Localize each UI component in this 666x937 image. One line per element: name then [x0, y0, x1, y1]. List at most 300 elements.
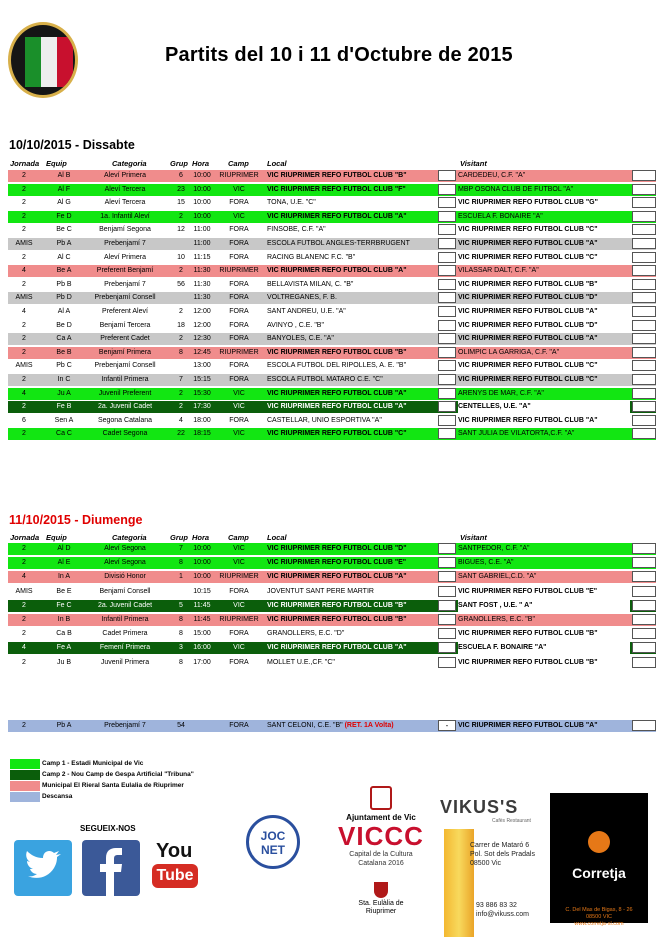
- cell-grup: [170, 238, 192, 250]
- col-jornada: Jornada: [10, 533, 40, 542]
- cell-categoria: Benjamí Primera: [98, 348, 152, 356]
- cell-hora: 16:00: [193, 644, 211, 652]
- cell-camp: FORA: [229, 321, 249, 329]
- cell-jornada: 2: [22, 335, 26, 343]
- result-box-away: [632, 184, 656, 195]
- result-box-away: [632, 265, 656, 276]
- cell-visitant: VIC RIUPRIMER REFO FUTBOL CLUB "A": [458, 306, 630, 318]
- table-row: [8, 265, 656, 277]
- cell-visitant: VIC RIUPRIMER REFO FUTBOL CLUB "A": [458, 238, 630, 250]
- cell-camp: VIC: [233, 389, 245, 397]
- cell-equip: Fe D: [56, 212, 72, 220]
- cell-visitant: VIC RIUPRIMER REFO FUTBOL CLUB "A": [458, 415, 630, 427]
- table-row: [8, 197, 656, 209]
- cell-local: VIC RIUPRIMER REFO FUTBOL CLUB "A": [267, 267, 407, 275]
- cell-categoria: Aleví Primera: [103, 172, 146, 179]
- result-box-away: [632, 224, 656, 235]
- cell-local: VOLTREGANES, F. B.: [267, 294, 337, 302]
- column-headers-sunday: [8, 533, 656, 543]
- column-headers-saturday: [8, 159, 656, 169]
- cell-camp: FORA: [229, 280, 249, 288]
- day-date: 10/10/2015: [9, 138, 72, 152]
- result-box-away: [632, 374, 656, 385]
- cell-camp: VIC: [233, 430, 245, 438]
- cell-local: MOLLET U.E.,CF. "C": [267, 658, 335, 666]
- cell-grup: 4: [179, 416, 183, 424]
- cell-local: TONA, U.E. "C": [267, 199, 316, 207]
- cell-hora: 10:00: [193, 172, 211, 179]
- viccc-logo-text: VICCC: [338, 821, 424, 851]
- vikus-contact: [476, 901, 529, 919]
- cell-visitant: MBP OSONA CLUB DE FUTBOL "A": [458, 184, 630, 196]
- cell-grup: [170, 586, 192, 598]
- cell-jornada: 4: [22, 389, 26, 397]
- col-grup: Grup: [170, 159, 188, 168]
- cell-grup: 54: [177, 722, 185, 729]
- day-heading-saturday: [9, 138, 135, 152]
- table-row: [8, 306, 656, 318]
- cell-camp: FORA: [229, 240, 249, 247]
- cell-visitant: VIC RIUPRIMER REFO FUTBOL CLUB "C": [458, 360, 630, 372]
- table-row: [8, 184, 656, 196]
- cell-camp: FORA: [229, 199, 249, 207]
- cell-grup: 8: [179, 658, 183, 666]
- cell-hora: 11:30: [193, 294, 211, 302]
- youtube-icon[interactable]: [148, 840, 202, 896]
- result-box-home: [438, 360, 456, 371]
- crest-icon: [374, 882, 388, 898]
- cell-hora: 15:30: [193, 389, 211, 397]
- result-box-away: [632, 170, 656, 181]
- result-box-home: [438, 543, 456, 554]
- col-jornada: Jornada: [10, 159, 40, 168]
- cell-categoria: Benjamí Segona: [99, 226, 151, 234]
- vikus-address: [470, 841, 535, 868]
- cell-local: ESCOLA FUTBOL MATARO C.E. "C": [267, 376, 383, 383]
- cell-visitant: VILASSAR DALT, C.F. "A": [458, 265, 630, 277]
- table-row: [8, 374, 656, 386]
- cell-hora: 11:15: [193, 253, 211, 261]
- cell-visitant: VIC RIUPRIMER REFO FUTBOL CLUB "G": [458, 197, 630, 209]
- col-camp: Camp: [228, 159, 249, 168]
- cell-jornada: 6: [22, 416, 26, 424]
- cell-jornada: 2: [22, 545, 26, 552]
- table-row: [8, 557, 656, 569]
- cell-jornada: 2: [22, 559, 26, 567]
- result-box-home: [438, 224, 456, 235]
- cell-visitant: CENTELLES, U.E. "A": [458, 401, 630, 413]
- club-logo: [8, 22, 78, 98]
- corretja-address-line: 08500 VIC: [586, 914, 612, 920]
- sta-eulalia-line1: Sta. Eulàlia de: [358, 900, 404, 907]
- cell-camp: FORA: [229, 294, 249, 302]
- cell-local: VIC RIUPRIMER REFO FUTBOL CLUB "C": [267, 430, 407, 438]
- cell-equip: In C: [57, 376, 71, 383]
- table-row: [8, 170, 656, 182]
- cell-camp: VIC: [233, 185, 245, 193]
- table-row: [8, 600, 656, 612]
- cell-categoria: 1a. Infantil Aleví: [100, 212, 150, 220]
- cell-visitant: VIC RIUPRIMER REFO FUTBOL CLUB "A": [458, 722, 598, 729]
- sta-eulalia-line2: Riuprimer: [365, 908, 397, 915]
- cell-categoria: 2a. Juvenil Cadet: [97, 601, 153, 609]
- cell-visitant: ESCUELA F. BONAIRE "A": [458, 642, 630, 654]
- cell-jornada: 2: [22, 185, 26, 193]
- cell-equip: Pb A: [56, 240, 72, 247]
- cell-hora: 11:00: [193, 226, 211, 234]
- day-heading-sunday: [9, 513, 142, 527]
- cell-local: BELLAVISTA MILAN, C. "B": [267, 280, 354, 288]
- cell-visitant: SANT FOST , U.E. " A": [458, 600, 630, 612]
- result-box-home: [438, 642, 456, 653]
- cell-hora: 17:00: [193, 658, 211, 666]
- table-row: [8, 415, 656, 427]
- cell-visitant: GRANOLLERS, E.C. "B": [458, 614, 630, 626]
- result-box-away: [632, 211, 656, 222]
- result-box-away: [632, 401, 656, 412]
- cell-camp: FORA: [229, 308, 249, 315]
- cell-grup: 1: [179, 573, 183, 581]
- col-local: Local: [267, 159, 287, 168]
- result-box-home: [438, 428, 456, 439]
- result-box-home: [438, 211, 456, 222]
- cell-hora: 12:45: [193, 348, 211, 356]
- legend-label: Descansa: [42, 793, 73, 800]
- cell-visitant: VIC RIUPRIMER REFO FUTBOL CLUB "D": [458, 320, 630, 332]
- cell-local: ESCOLA FUTBOL DEL RIPOLLES, A. E. "B": [267, 362, 407, 370]
- cell-visitant: SANT JULIA DE VILATORTA,C.F. "A": [458, 428, 630, 440]
- cell-visitant: VIC RIUPRIMER REFO FUTBOL CLUB "A": [458, 333, 630, 345]
- cell-jornada: AMIS: [15, 362, 33, 370]
- table-row: [8, 642, 656, 654]
- result-box-home: [438, 292, 456, 303]
- cell-local: VIC RIUPRIMER REFO FUTBOL CLUB "A": [267, 212, 407, 220]
- cell-grup: 56: [177, 280, 185, 288]
- cell-visitant: VIC RIUPRIMER REFO FUTBOL CLUB "D": [458, 292, 630, 304]
- cell-jornada: 2: [22, 376, 26, 383]
- cell-categoria: Prebenjamí Consell: [94, 294, 156, 302]
- result-box-away: [632, 320, 656, 331]
- vikus-phone: 93 886 83 32: [476, 902, 517, 909]
- cell-hora: 10:00: [193, 185, 211, 193]
- result-box-home: [438, 600, 456, 611]
- table-row: [8, 333, 656, 345]
- cell-camp: VIC: [233, 212, 245, 220]
- result-box-away: [632, 543, 656, 554]
- table-row: [8, 292, 656, 304]
- cell-jornada: 4: [22, 308, 26, 315]
- rest-row: [8, 720, 656, 732]
- jocnet-top: JOC: [260, 829, 286, 843]
- result-box-home: [438, 320, 456, 331]
- cell-categoria: Infantil Primera: [101, 376, 149, 383]
- jocnet-bottom: NET: [261, 843, 285, 857]
- result-box-home: [438, 374, 456, 385]
- col-categoria: Categoria: [112, 533, 147, 542]
- cell-grup: 7: [179, 545, 183, 552]
- table-row: [8, 252, 656, 264]
- cell-categoria: Cadet Segona: [102, 430, 148, 438]
- result-box-away: [632, 428, 656, 439]
- col-camp: Camp: [228, 533, 249, 542]
- cell-equip: Ca B: [56, 630, 72, 638]
- cell-equip: In A: [57, 573, 71, 581]
- cell-local: JOVENTUT SANT PERE MARTIR: [267, 587, 374, 595]
- cell-hora: 15:15: [193, 376, 211, 383]
- cell-jornada: 2: [22, 348, 26, 356]
- col-categoria: Categoria: [112, 159, 147, 168]
- result-box-away: [632, 347, 656, 358]
- col-hora: Hora: [192, 533, 210, 542]
- cell-hora: 11:45: [193, 616, 211, 623]
- page-title: Partits del 10 i 11 d'Octubre de 2015: [165, 44, 513, 66]
- day-name: Dissabte: [82, 138, 135, 152]
- cell-equip: Al C: [57, 253, 71, 261]
- cell-hora: 10:00: [193, 212, 211, 220]
- cell-local: RACING BLANENC F.C. "B": [267, 253, 356, 261]
- cell-categoria: Divisió Honor: [104, 573, 146, 581]
- cell-visitant: VIC RIUPRIMER REFO FUTBOL CLUB "B": [458, 279, 630, 291]
- cell-grup: 8: [179, 630, 183, 638]
- col-grup: Grup: [170, 533, 188, 542]
- cell-hora: 11:30: [193, 280, 211, 288]
- cell-equip: Be E: [56, 587, 72, 595]
- cell-equip: Pb B: [56, 280, 72, 288]
- corretja-logo-icon: [588, 831, 610, 853]
- cell-equip: Pb D: [56, 294, 72, 302]
- cell-visitant: VIC RIUPRIMER REFO FUTBOL CLUB "E": [458, 586, 630, 598]
- cell-jornada: 2: [22, 722, 26, 729]
- cell-camp: FORA: [229, 362, 249, 370]
- cell-camp: VIC: [233, 559, 245, 567]
- result-box-away: [632, 642, 656, 653]
- cell-equip: Pb C: [56, 362, 72, 370]
- cell-equip: In B: [57, 616, 71, 623]
- cell-grup: 2: [179, 308, 183, 315]
- youtube-bottom-text: Tube: [152, 864, 198, 888]
- result-box-home: [438, 628, 456, 639]
- ajuntament-label: Ajuntament de Vic: [346, 813, 416, 822]
- cell-camp: VIC: [233, 403, 245, 411]
- day-separator: -: [75, 138, 80, 152]
- cell-camp: FORA: [229, 335, 249, 343]
- result-box-home: [438, 614, 456, 625]
- follow-us-label: SEGUEIX-NOS: [80, 824, 136, 833]
- result-box-home: [438, 657, 456, 668]
- cell-equip: Al D: [57, 545, 71, 552]
- cell-hora: 10:00: [193, 559, 211, 567]
- cell-camp: RIUPRIMER: [219, 573, 259, 581]
- result-box-away: [632, 628, 656, 639]
- corretja-web: www.corretja-sl.com: [574, 921, 624, 927]
- cell-grup: 8: [179, 348, 183, 356]
- result-box-home: [438, 306, 456, 317]
- result-box-home: [438, 279, 456, 290]
- cell-categoria: Prebenjamí 7: [104, 240, 146, 247]
- cell-jornada: 2: [22, 172, 26, 179]
- result-box-home: [438, 197, 456, 208]
- cell-jornada: 4: [22, 573, 26, 581]
- cell-hora: 13:00: [193, 362, 211, 370]
- cell-jornada: 2: [22, 321, 26, 329]
- cell-equip: Al A: [57, 308, 71, 315]
- table-row: [8, 657, 656, 669]
- cell-local: VIC RIUPRIMER REFO FUTBOL CLUB "B": [267, 172, 407, 179]
- result-box-away: [632, 614, 656, 625]
- jocnet-logo: [246, 815, 300, 869]
- cell-equip: Be C: [56, 226, 72, 234]
- vikus-address-line: 08500 Vic: [470, 860, 502, 867]
- cell-categoria: Benjamí Tercera: [99, 321, 151, 329]
- legend-swatch: [10, 792, 40, 802]
- cell-equip: Ju B: [56, 658, 71, 666]
- cell-grup: 8: [179, 616, 183, 623]
- result-box-away: [632, 279, 656, 290]
- cell-local: CASTELLAR, UNIO ESPORTIVA "A": [267, 416, 382, 424]
- cell-local: VIC RIUPRIMER REFO FUTBOL CLUB "A": [267, 403, 407, 411]
- result-box-home: [438, 401, 456, 412]
- result-box-away: [632, 557, 656, 568]
- cell-local: SANT ANDREU, U.E. "A": [267, 308, 346, 315]
- cell-grup: 8: [179, 559, 183, 567]
- cell-categoria: Preferent Benjamí: [96, 267, 154, 275]
- cell-local: VIC RIUPRIMER REFO FUTBOL CLUB "D": [267, 545, 407, 552]
- cell-grup: 5: [179, 601, 183, 609]
- result-box-away: [632, 292, 656, 303]
- cell-jornada: AMIS: [15, 587, 33, 595]
- cell-camp: RIUPRIMER: [219, 348, 259, 356]
- day-date: 11/10/2015: [9, 513, 71, 527]
- facebook-icon[interactable]: [82, 840, 140, 896]
- cell-camp: FORA: [229, 658, 249, 666]
- cell-camp: FORA: [229, 416, 249, 424]
- cell-equip: Al G: [57, 199, 71, 207]
- legend-label: Municipal El Rieral Santa Eulalia de Riuprimer: [42, 782, 184, 789]
- cell-local: VIC RIUPRIMER REFO FUTBOL CLUB "E": [267, 559, 407, 567]
- cell-hora: 12:00: [193, 308, 211, 315]
- legend-swatch: [10, 781, 40, 791]
- cell-hora: [190, 720, 214, 732]
- cell-visitant: VIC RIUPRIMER REFO FUTBOL CLUB "B": [458, 628, 630, 640]
- vikus-address-line: Carrer de Mataró 6: [470, 842, 530, 849]
- cell-camp: VIC: [233, 601, 245, 609]
- cell-local: [267, 720, 435, 732]
- cell-local: VIC RIUPRIMER REFO FUTBOL CLUB "B": [267, 616, 407, 623]
- cell-grup: 22: [177, 430, 185, 438]
- cell-jornada: 2: [22, 199, 26, 207]
- cell-grup: 2: [179, 267, 183, 275]
- result-box-home: [438, 265, 456, 276]
- cell-categoria: Prebenjamí 7: [104, 722, 146, 729]
- cell-jornada: 2: [22, 616, 26, 623]
- cell-hora: 12:00: [193, 321, 211, 329]
- ajuntament-vic-logo: [335, 786, 427, 868]
- cell-jornada: 2: [22, 430, 26, 438]
- corretja-address-line: C. Del Mas de Bigas, 8 - 26: [565, 907, 633, 913]
- legend-swatch: [10, 759, 40, 769]
- cell-categoria: Preferent Cadet: [100, 335, 150, 343]
- col-local: Local: [267, 533, 287, 542]
- cell-equip: Pb A: [56, 722, 72, 729]
- cell-visitant: SANTPEDOR, C.F. "A": [458, 543, 630, 555]
- cell-camp: RIUPRIMER: [219, 172, 259, 179]
- cell-equip: Al E: [57, 559, 71, 567]
- table-row: [8, 628, 656, 640]
- cell-visitant: SANT GABRIEL,C.D. "A": [458, 571, 630, 583]
- cell-local: VIC RIUPRIMER REFO FUTBOL CLUB "B": [267, 348, 407, 356]
- cell-jornada: 2: [22, 403, 26, 411]
- cell-camp: VIC: [233, 644, 245, 652]
- cell-hora: 12:30: [193, 335, 211, 343]
- table-row: [8, 279, 656, 291]
- result-box-home: [438, 170, 456, 181]
- viccc-subtitle-2: Catalana 2016: [358, 860, 404, 867]
- result-box-home: [438, 333, 456, 344]
- col-equip: Equip: [46, 533, 67, 542]
- corretja-sponsor: [550, 793, 648, 927]
- result-box-home: [438, 557, 456, 568]
- cell-camp: RIUPRIMER: [219, 267, 259, 275]
- cell-hora: 10:00: [193, 199, 211, 207]
- twitter-icon[interactable]: [14, 840, 72, 896]
- result-box-away: [632, 415, 656, 426]
- cell-grup: 3: [179, 644, 183, 652]
- cell-jornada: AMIS: [15, 240, 33, 247]
- corretja-name: Corretja: [572, 865, 626, 881]
- cell-grup: 23: [177, 185, 185, 193]
- cell-local: VIC RIUPRIMER REFO FUTBOL CLUB "A": [267, 644, 407, 652]
- result-box-away: [632, 388, 656, 399]
- cell-categoria: Femení Primera: [99, 644, 151, 652]
- cell-categoria: Prebenjamí Consell: [94, 362, 156, 370]
- result-box-home: [438, 388, 456, 399]
- local-team: SANT CELONI, C.E. "B": [267, 722, 343, 729]
- cell-categoria: Aleví Segona: [104, 559, 146, 567]
- cell-categoria: Benjamí Consell: [99, 587, 151, 595]
- result-box-home: [438, 184, 456, 195]
- cell-categoria: Juvenil Preferent: [98, 389, 152, 397]
- cell-categoria: Segona Catalana: [97, 416, 153, 424]
- cell-equip: Fe C: [56, 601, 72, 609]
- result-box-home: [438, 586, 456, 597]
- result-box-home: [438, 415, 456, 426]
- table-row: [8, 320, 656, 332]
- cell-grup: [170, 292, 192, 304]
- cell-local: BANYOLES, C.E. "A": [267, 335, 334, 343]
- cell-hora: 18:15: [193, 430, 211, 438]
- cell-grup: 2: [179, 403, 183, 411]
- cell-equip: Be D: [56, 321, 72, 329]
- day-separator: -: [74, 513, 79, 527]
- cell-hora: 11:00: [193, 240, 211, 247]
- cell-local: GRANOLLERS, E.C. "D": [267, 630, 345, 638]
- result-box-home: [438, 571, 456, 582]
- cell-visitant: OLIMPIC LA GARRIGA, C.F. "A": [458, 347, 630, 359]
- cell-local: VIC RIUPRIMER REFO FUTBOL CLUB "A": [267, 389, 407, 397]
- table-row: [8, 571, 656, 583]
- cell-grup: 15: [177, 199, 185, 207]
- cell-visitant: CARDEDEU, C.F. "A": [458, 170, 630, 182]
- cell-local: VIC RIUPRIMER REFO FUTBOL CLUB "F": [267, 185, 406, 193]
- cell-categoria: Aleví Primera: [103, 253, 146, 261]
- cell-grup: 12: [177, 226, 185, 234]
- cell-camp: FORA: [229, 253, 249, 261]
- cell-local: FINSOBE, C.F. "A": [267, 226, 326, 234]
- result-box-home: -: [438, 720, 456, 731]
- cell-categoria: Juvenil Primera: [100, 658, 150, 666]
- cell-camp: RIUPRIMER: [219, 616, 259, 623]
- cell-hora: 10:00: [193, 545, 211, 552]
